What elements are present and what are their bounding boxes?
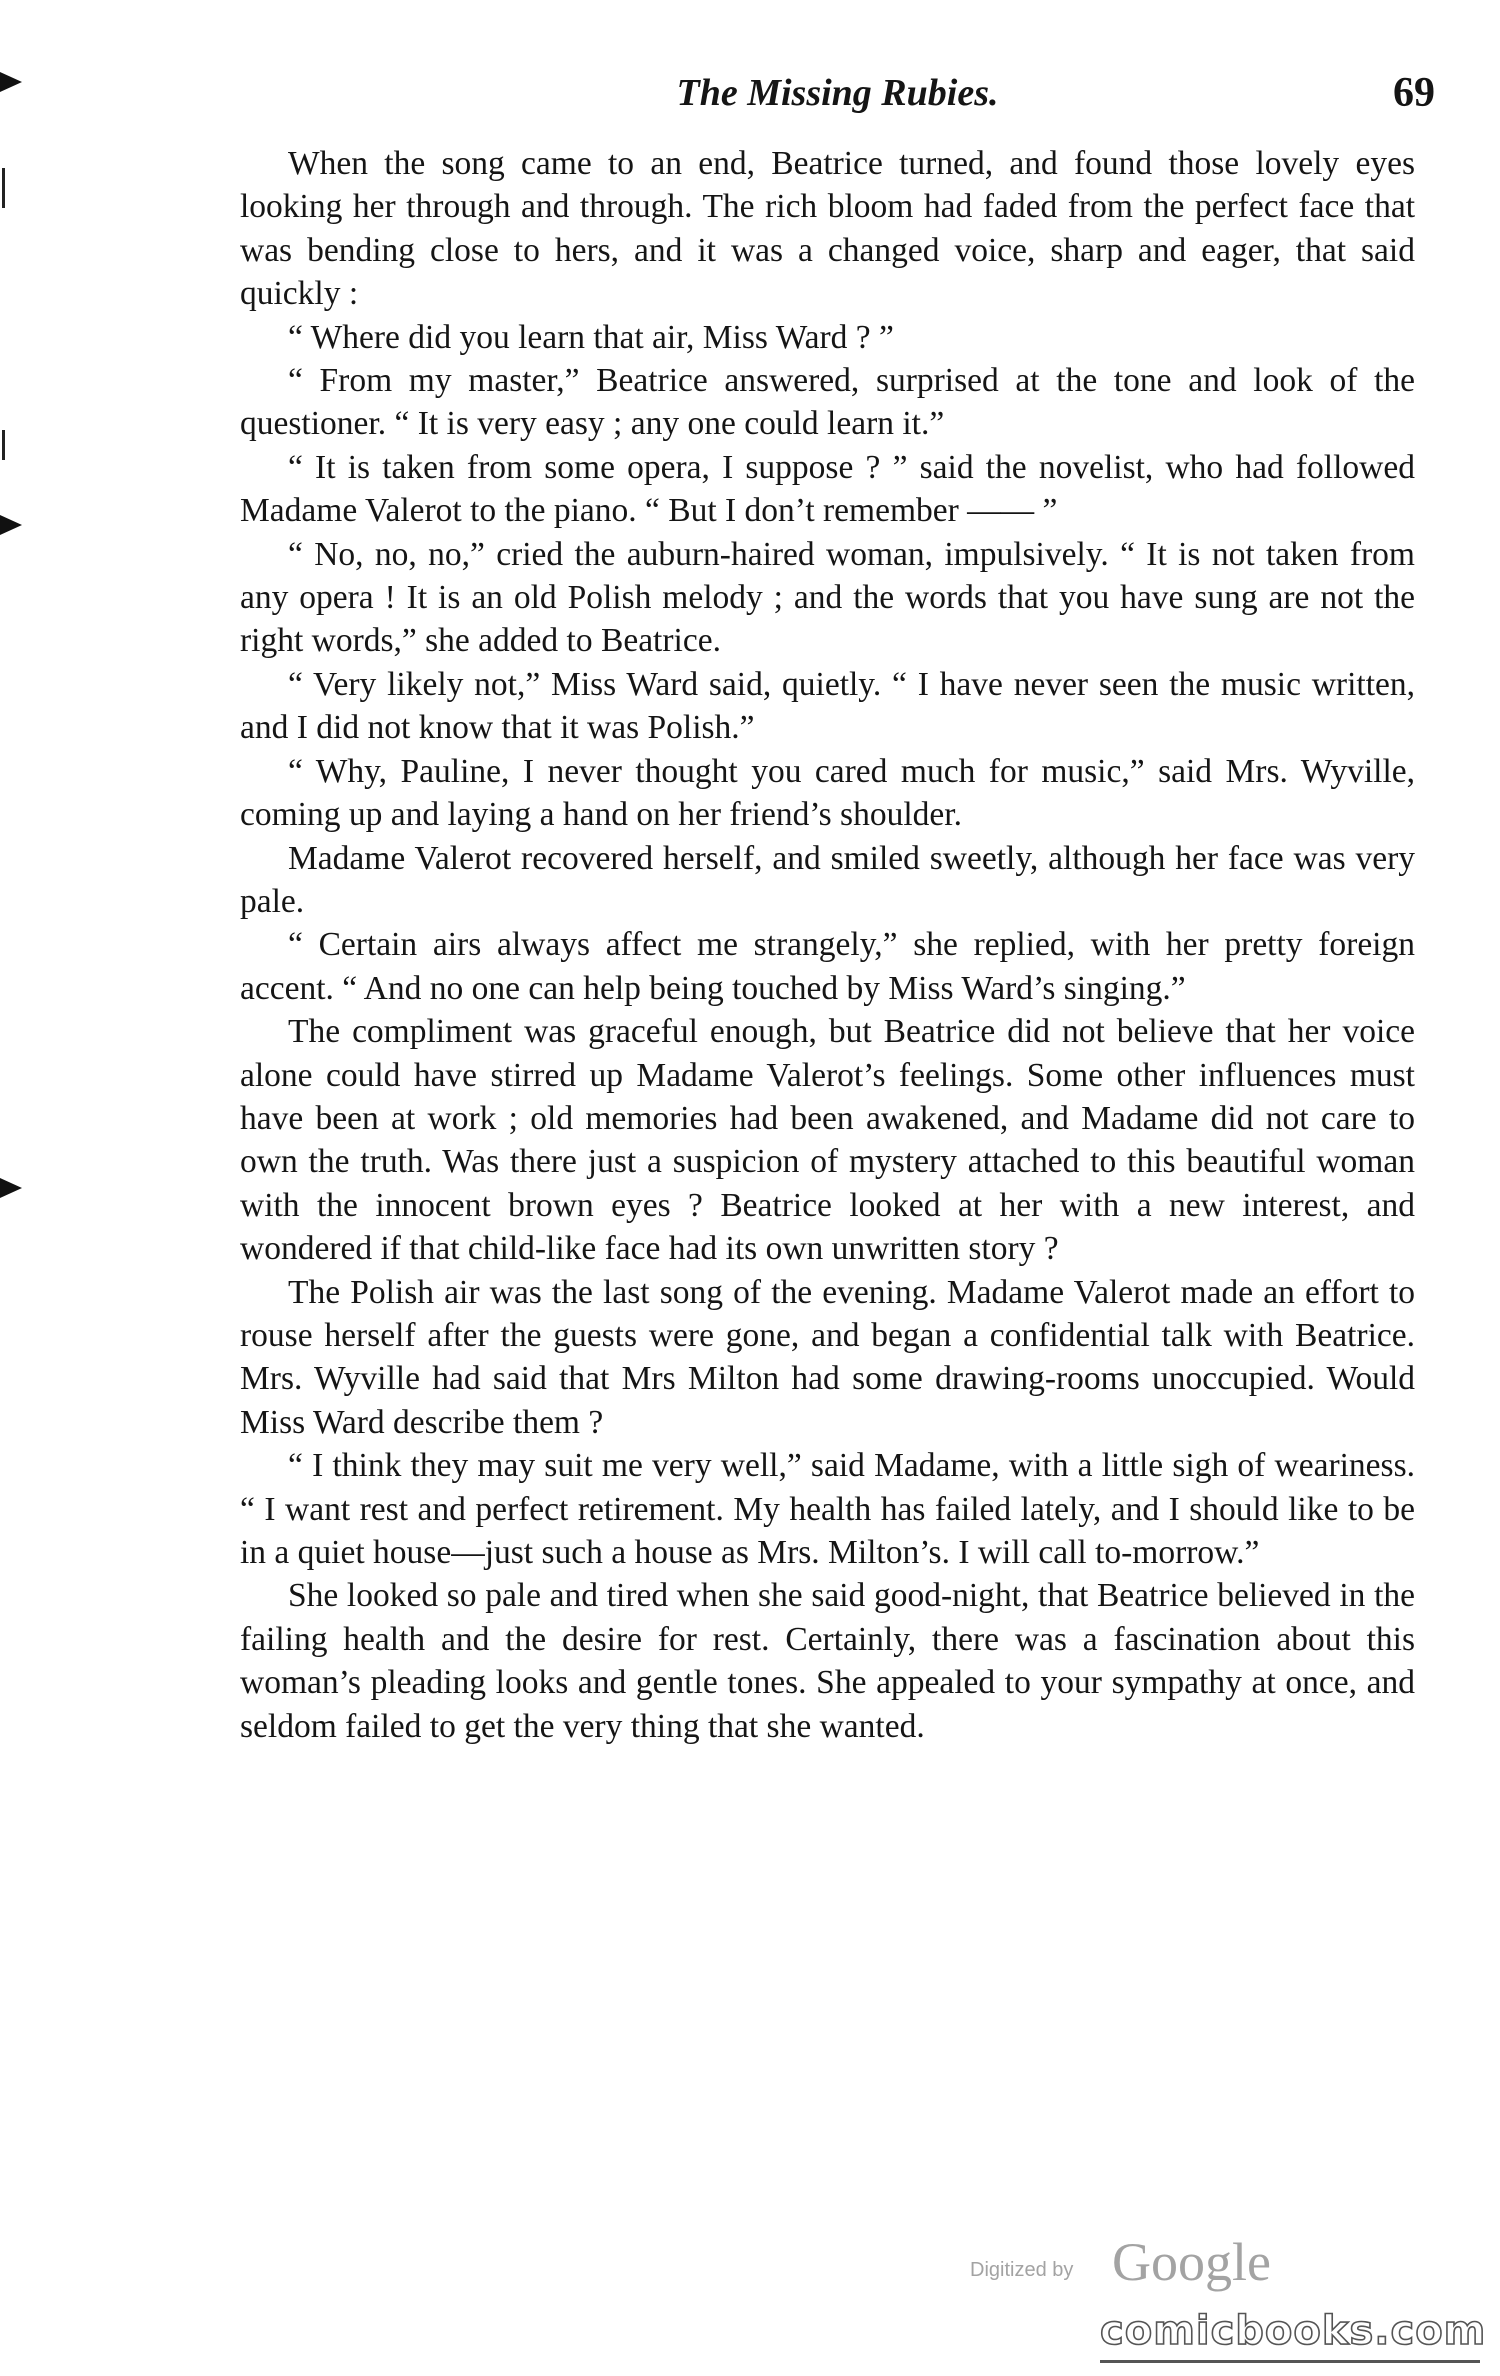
paragraph: “ I think they may suit me very well,” said Madame, with a little sigh of weariness. “ I want rest and perfect retirement. My health has failed lately, and I should like to be in a quiet house—just such a house as Mrs. Milton’s. I will call to-morrow.”	[240, 1447, 1415, 1571]
paragraph: “ Where did you learn that air, Miss Ward ? ”	[288, 318, 894, 356]
margin-mark	[0, 515, 22, 535]
margin-bar	[2, 430, 5, 460]
margin-bar	[2, 168, 5, 208]
paragraph: “ Certain airs always affect me strangely,” she replied, with her pretty foreign accent. “ And no one can help being touched by Miss Ward’s singing.”	[240, 926, 1415, 1007]
paragraph: When the song came to an end, Beatrice turned, and found those lovely eyes looking her through and through. The rich bloom had faded from the perfect face that was bending close to hers, and it was a changed voice, sharp and eager, that said quickly :	[240, 145, 1415, 313]
paragraph: “ From my master,” Beatrice answered, surprised at the tone and look of the questioner. “ It is very easy ; any one could learn it.”	[240, 362, 1415, 443]
paragraph: “ Very likely not,” Miss Ward said, quietly. “ I have never seen the music written, and I did not know that it was Polish.”	[240, 665, 1415, 747]
digitized-by-label: Digitized by	[970, 2259, 1074, 2281]
paragraph: She looked so pale and tired when she said good-night, that Beatrice believed in the failing health and the desire for rest. Certainly, there was a fascination about this woman’s pleading looks and gentle tones. She appealed to your sympathy at once, and seldom failed to get the very thing that she wanted.	[240, 1577, 1415, 1745]
watermark-rule	[1100, 2360, 1480, 2363]
margin-mark	[0, 1178, 22, 1198]
paragraph: “ It is taken from some opera, I suppose ? ” said the novelist, who had followed Madame Valerot to the piano. “ But I don’t remember —— ”	[240, 448, 1415, 530]
margin-mark	[0, 72, 22, 92]
watermark: comicbooks.com	[1100, 2308, 1487, 2354]
page-number: 69	[1393, 70, 1435, 116]
paragraph: The compliment was graceful enough, but Beatrice did not believe that her voice alone could have stirred up Madame Valerot’s feelings. Some other influences must have been at work ; old memories had been awakened, and Madame did not care to own the truth. Was there just a suspicion of mystery attached to this beautiful woman with the innocent brown eyes ? Beatrice looked at her with a new interest, and wondered if that child-like face had its own unwritten story ?	[240, 1013, 1415, 1268]
paragraph: The Polish air was the last song of the evening. Madame Valerot made an effort to rouse herself after the guests were gone, and began a confidential talk with Beatrice. Mrs. Wyville had said that Mrs Milton had some drawing-rooms unoccupied. Would Miss Ward describe them ?	[240, 1273, 1415, 1441]
running-title: The Missing Rubies.	[676, 72, 999, 114]
paragraph: “ Why, Pauline, I never thought you cared much for music,” said Mrs. Wyville, coming up and laying a hand on her friend’s shoulder.	[240, 752, 1415, 834]
digitized-by-google	[970, 2232, 1390, 2292]
paragraph: Madame Valerot recovered herself, and smiled sweetly, although her face was very pale.	[240, 839, 1415, 920]
page-header	[240, 58, 1435, 128]
body-text	[240, 142, 1415, 1748]
paragraph: “ No, no, no,” cried the auburn-haired woman, impulsively. “ It is not taken from any opera ! It is an old Polish melody ; and the words that you have sung are not the right words,” she added to Beatrice.	[240, 535, 1415, 660]
google-logo: Google	[1112, 2232, 1271, 2292]
